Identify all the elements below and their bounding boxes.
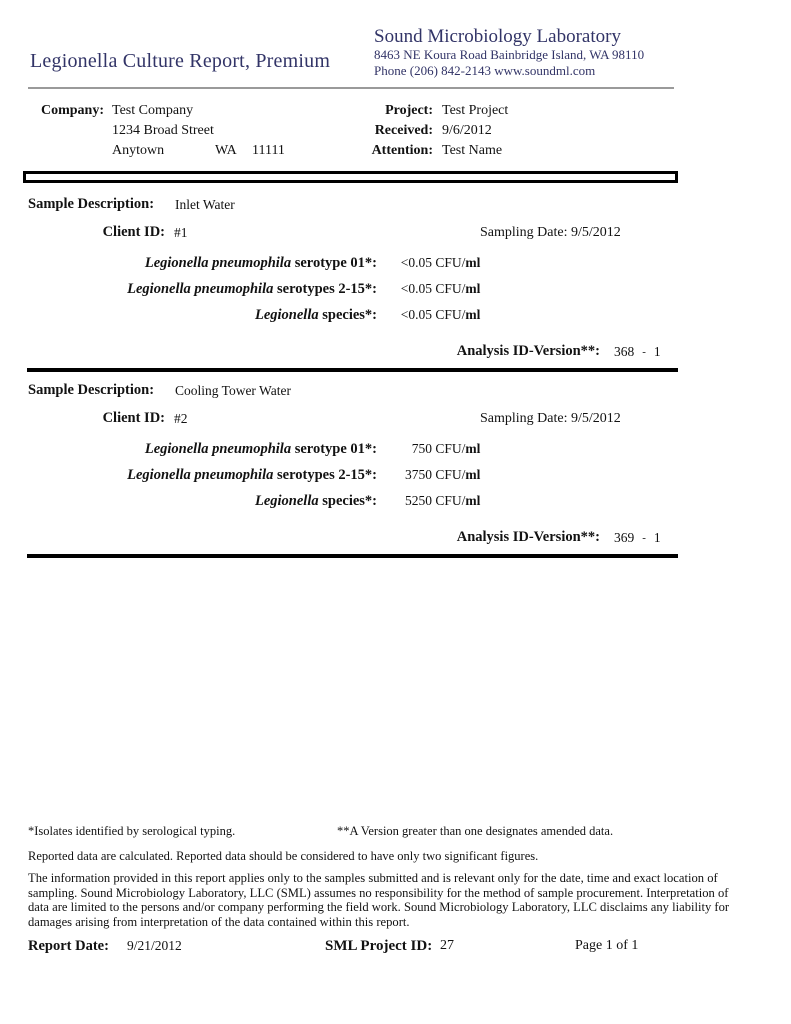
company-label: Company: bbox=[40, 103, 104, 118]
analyte-value bbox=[388, 281, 480, 297]
sampling-date-value: 9/5/2012 bbox=[571, 225, 621, 240]
attention-label: Attention: bbox=[371, 143, 433, 158]
analysis-version-number: 1 bbox=[653, 530, 661, 545]
analyte-unit-suffix: ml bbox=[465, 307, 481, 322]
analyte-value bbox=[388, 307, 480, 323]
sampling-date bbox=[480, 225, 621, 241]
analysis-id-value bbox=[614, 344, 661, 360]
analyte-name bbox=[28, 467, 377, 484]
sample-description-label: Sample Description: bbox=[28, 382, 155, 398]
analyte-genus: Legionella pneumophila bbox=[127, 281, 274, 297]
sampling-date-value: 9/5/2012 bbox=[571, 411, 621, 426]
analysis-id-number: 369 bbox=[614, 530, 635, 545]
analysis-id-value bbox=[614, 530, 661, 546]
client-id-value: #2 bbox=[174, 411, 188, 426]
analyte-genus: Legionella bbox=[254, 307, 319, 323]
analyte-value bbox=[388, 467, 480, 483]
sample-description-value: Inlet Water bbox=[175, 197, 235, 212]
report-date-label: Report Date: bbox=[28, 938, 109, 954]
sampling-date-label: Sampling Date: bbox=[480, 225, 568, 240]
analyte-value bbox=[388, 441, 480, 457]
company-street: 1234 Broad Street bbox=[112, 123, 214, 138]
footnote-isolates: *Isolates identified by serological typing. bbox=[28, 824, 236, 838]
analyte-value bbox=[388, 255, 480, 271]
analysis-id-label: Analysis ID-Version**: bbox=[456, 529, 600, 545]
project-label: Project: bbox=[385, 103, 433, 118]
project-block bbox=[343, 101, 508, 161]
analyte-rest: species*: bbox=[318, 307, 377, 323]
analyte-genus: Legionella bbox=[254, 493, 319, 509]
lab-header bbox=[374, 26, 644, 79]
analyte-number: 750 bbox=[411, 441, 432, 456]
analyte-unit-prefix: CFU/ bbox=[435, 441, 466, 456]
analysis-id-dash: - bbox=[642, 532, 646, 544]
report-title: Legionella Culture Report, Premium bbox=[30, 50, 331, 72]
analyte-genus: Legionella pneumophila bbox=[144, 255, 292, 271]
section-separator-bar bbox=[23, 171, 678, 183]
lab-name: Sound Microbiology Laboratory bbox=[374, 26, 621, 47]
analyte-name bbox=[28, 281, 377, 298]
analyte-unit-prefix: CFU/ bbox=[435, 307, 466, 322]
disclaimer-text: The information provided in this report applies only to the samples submitted and is relevant only for the date, time and exact location of sampling. Sound Microbiology Laboratory, LLC (SML) assumes no responsibility for the method of sample procurement. Interpretation of data are limited to the persons and/or company performing the field work. Sound Microbiology Laboratory, LLC disclaims any liability for damages arising from interpretation of the data contained within this report. bbox=[28, 871, 730, 929]
analyte-rest: serotype 01*: bbox=[291, 441, 377, 457]
analyte-number: 5250 bbox=[405, 493, 432, 508]
project-value: Test Project bbox=[442, 103, 509, 118]
analyte-unit-suffix: ml bbox=[465, 467, 481, 482]
analyte-unit-prefix: CFU/ bbox=[435, 281, 466, 296]
analyte-genus: Legionella pneumophila bbox=[144, 441, 292, 457]
analyte-unit-prefix: CFU/ bbox=[435, 493, 466, 508]
sample-description-label: Sample Description: bbox=[28, 196, 155, 212]
section-rule bbox=[27, 554, 678, 558]
analyte-name bbox=[28, 255, 377, 272]
received-value: 9/6/2012 bbox=[442, 123, 492, 138]
analyte-genus: Legionella pneumophila bbox=[127, 467, 274, 483]
sml-project-id-value: 27 bbox=[440, 938, 454, 953]
page-number: Page 1 of 1 bbox=[575, 938, 639, 953]
analyte-unit-prefix: CFU/ bbox=[435, 255, 466, 270]
footnote-version: **A Version greater than one designates amended data. bbox=[337, 824, 614, 838]
analyte-name bbox=[28, 307, 377, 324]
analyte-number: <0.05 bbox=[400, 281, 432, 296]
analyte-name bbox=[28, 441, 377, 458]
analysis-version-number: 1 bbox=[653, 344, 661, 359]
sml-project-id-label: SML Project ID: bbox=[325, 938, 433, 954]
analyte-value bbox=[388, 493, 480, 509]
analyte-rest: serotypes 2-15*: bbox=[273, 281, 377, 297]
lab-phone: Phone (206) 842-2143 www.soundml.com bbox=[374, 63, 596, 78]
analyte-rest: serotype 01*: bbox=[291, 255, 377, 271]
received-label: Received: bbox=[374, 123, 433, 138]
analysis-id-dash: - bbox=[642, 346, 646, 358]
sample-description-value: Cooling Tower Water bbox=[175, 383, 291, 398]
analyte-unit-prefix: CFU/ bbox=[435, 467, 466, 482]
client-id-label: Client ID: bbox=[102, 224, 165, 240]
attention-value: Test Name bbox=[442, 143, 503, 158]
sample-section-2 bbox=[28, 382, 708, 562]
analyte-number: 3750 bbox=[405, 467, 432, 482]
analyte-unit-suffix: ml bbox=[465, 255, 481, 270]
analyte-unit-suffix: ml bbox=[465, 281, 481, 296]
report-date-value: 9/21/2012 bbox=[127, 938, 182, 953]
analyte-name bbox=[28, 493, 377, 510]
analyte-rest: serotypes 2-15*: bbox=[273, 467, 377, 483]
analyte-unit-suffix: ml bbox=[465, 493, 481, 508]
analyte-rest: species*: bbox=[318, 493, 377, 509]
analyte-number: <0.05 bbox=[400, 255, 432, 270]
client-id-value: #1 bbox=[174, 225, 188, 240]
company-city: Anytown bbox=[112, 143, 165, 158]
section-rule bbox=[27, 368, 678, 372]
company-zip: 11111 bbox=[252, 143, 285, 158]
sampling-date-label: Sampling Date: bbox=[480, 411, 568, 426]
sample-section-1 bbox=[28, 196, 708, 376]
analyte-number: <0.05 bbox=[400, 307, 432, 322]
header-divider bbox=[28, 87, 674, 89]
lab-address: 8463 NE Koura Road Bainbridge Island, WA 98110 bbox=[374, 47, 645, 62]
company-name: Test Company bbox=[112, 103, 194, 118]
client-id-label: Client ID: bbox=[102, 410, 165, 426]
sampling-date bbox=[480, 411, 621, 427]
analysis-id-label: Analysis ID-Version**: bbox=[456, 343, 600, 359]
analyte-unit-suffix: ml bbox=[465, 441, 481, 456]
company-block bbox=[28, 101, 285, 161]
company-state: WA bbox=[215, 143, 237, 158]
analysis-id-number: 368 bbox=[614, 344, 635, 359]
footnote-reported: Reported data are calculated. Reported data should be considered to have only two significant figures. bbox=[28, 849, 539, 863]
